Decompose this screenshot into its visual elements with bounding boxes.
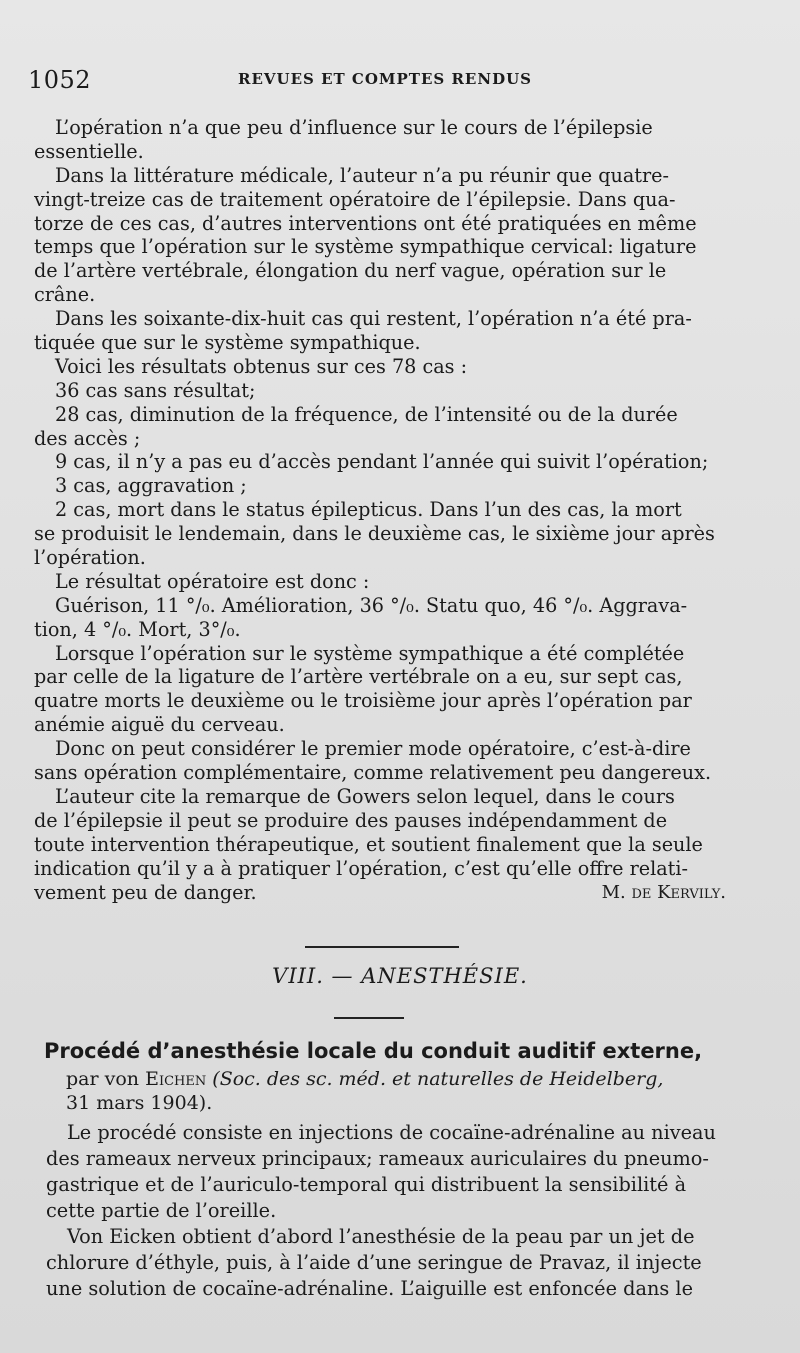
text-line: toute intervention thérapeutique, et soutient finalement que la seule	[34, 832, 703, 856]
article-reference	[66, 1067, 726, 1115]
review-text	[34, 116, 726, 904]
text-line: 3 cas, aggravation ;	[55, 474, 247, 498]
text-line: 36 cas sans résultat;	[55, 378, 256, 402]
text-line: anémie aiguë du cerveau.	[34, 713, 285, 737]
reference-journal: (Soc. des sc. méd. et naturelles de Heidelberg,	[212, 1068, 664, 1090]
reference-author: Eichen	[145, 1068, 207, 1090]
text-line: 28 cas, diminution de la fréquence, de l’intensité ou de la durée	[55, 402, 678, 426]
running-title: REVUES ET COMPTES RENDUS	[238, 70, 532, 88]
reference-date: 31 mars 1904).	[66, 1092, 213, 1114]
text-line: indication qu’il y a à pratiquer l’opération, c’est qu’elle offre relati-	[34, 856, 689, 880]
text-line: Voici les résultats obtenus sur ces 78 cas :	[55, 354, 468, 378]
text-line: essentielle.	[34, 139, 144, 163]
text-line: Dans les soixante-dix-huit cas qui restent, l’opération n’a été pra-	[55, 307, 692, 331]
text-line: tion, 4 °/₀. Mort, 3°/₀.	[34, 617, 241, 641]
text-line: Dans la littérature médicale, l’auteur n’a pu réunir que quatre-	[55, 163, 670, 187]
text-line: l’opération.	[34, 546, 146, 570]
reference-prefix: par von	[66, 1068, 140, 1090]
text-line: des rameaux nerveux principaux; rameaux auriculaires du pneumo-	[46, 1147, 709, 1170]
article-title: Procédé d’anesthésie locale du conduit auditif externe,	[44, 1039, 703, 1063]
last-line-text: vement peu de danger.	[34, 880, 257, 904]
section-rule-bottom	[334, 1017, 404, 1019]
text-line: Lorsque l’opération sur le système sympathique a été complétée	[55, 641, 685, 665]
text-line: L’opération n’a que peu d’influence sur le cours de l’épilepsie	[55, 116, 653, 139]
text-line: gastrique et de l’auriculo-temporal qui distribuent la sensibilité à	[46, 1173, 687, 1196]
text-line: vingt-treize cas de traitement opératoire de l’épilepsie. Dans qua-	[34, 187, 676, 211]
text-line: cette partie de l’oreille.	[46, 1199, 277, 1222]
text-line: des accès ;	[34, 426, 141, 450]
text-line: de l’artère vertébrale, élongation du nerf vague, opération sur le	[34, 259, 667, 283]
text-line: temps que l’opération sur le système sympathique cervical: ligature	[34, 235, 697, 259]
text-line: une solution de cocaïne-adrénaline. L’aiguille est enfoncée dans le	[46, 1277, 693, 1300]
text-line: 9 cas, il n’y a pas eu d’accès pendant l’année qui suivit l’opération;	[55, 450, 709, 474]
section-title: VIII. — ANESTHÉSIE.	[272, 964, 528, 988]
text-line: torze de ces cas, d’autres interventions ont été pratiquées en même	[34, 211, 697, 235]
text-line: quatre morts le deuxième ou le troisième jour après l’opération par	[34, 689, 692, 713]
text-line: sans opération complémentaire, comme relativement peu dangereux.	[34, 761, 712, 785]
article-body	[46, 1120, 726, 1302]
page-header	[28, 66, 772, 96]
author-signature: M. de Kervily.	[601, 881, 726, 903]
text-line: de l’épilepsie il peut se produire des pauses indépendamment de	[34, 808, 668, 832]
page-number: 1052	[28, 66, 92, 94]
text-line: L’auteur cite la remarque de Gowers selon lequel, dans le cours	[55, 784, 675, 808]
text-line: Le résultat opératoire est donc :	[55, 569, 370, 593]
text-line: Guérison, 11 °/₀. Amélioration, 36 °/₀. Statu quo, 46 °/₀. Aggrava-	[55, 593, 688, 617]
text-line: 2 cas, mort dans le status épilepticus. Dans l’un des cas, la mort	[55, 498, 682, 522]
text-line: chlorure d’éthyle, puis, à l’aide d’une seringue de Pravaz, il injecte	[46, 1251, 702, 1274]
text-line: par celle de la ligature de l’artère vertébrale on a eu, sur sept cas,	[34, 665, 683, 689]
text-line: Le procédé consiste en injections de cocaïne-adrénaline au niveau	[67, 1121, 716, 1144]
text-line: se produisit le lendemain, dans le deuxième cas, le sixième jour après	[34, 522, 715, 546]
closing-line	[34, 881, 726, 905]
text-line: crâne.	[34, 283, 96, 307]
text-line: Von Eicken obtient d’abord l’anesthésie de la peau par un jet de	[67, 1225, 695, 1248]
text-line: Donc on peut considérer le premier mode opératoire, c’est-à-dire	[55, 737, 691, 761]
section-rule-top	[305, 946, 459, 948]
text-line: tiquée que sur le système sympathique.	[34, 331, 421, 355]
